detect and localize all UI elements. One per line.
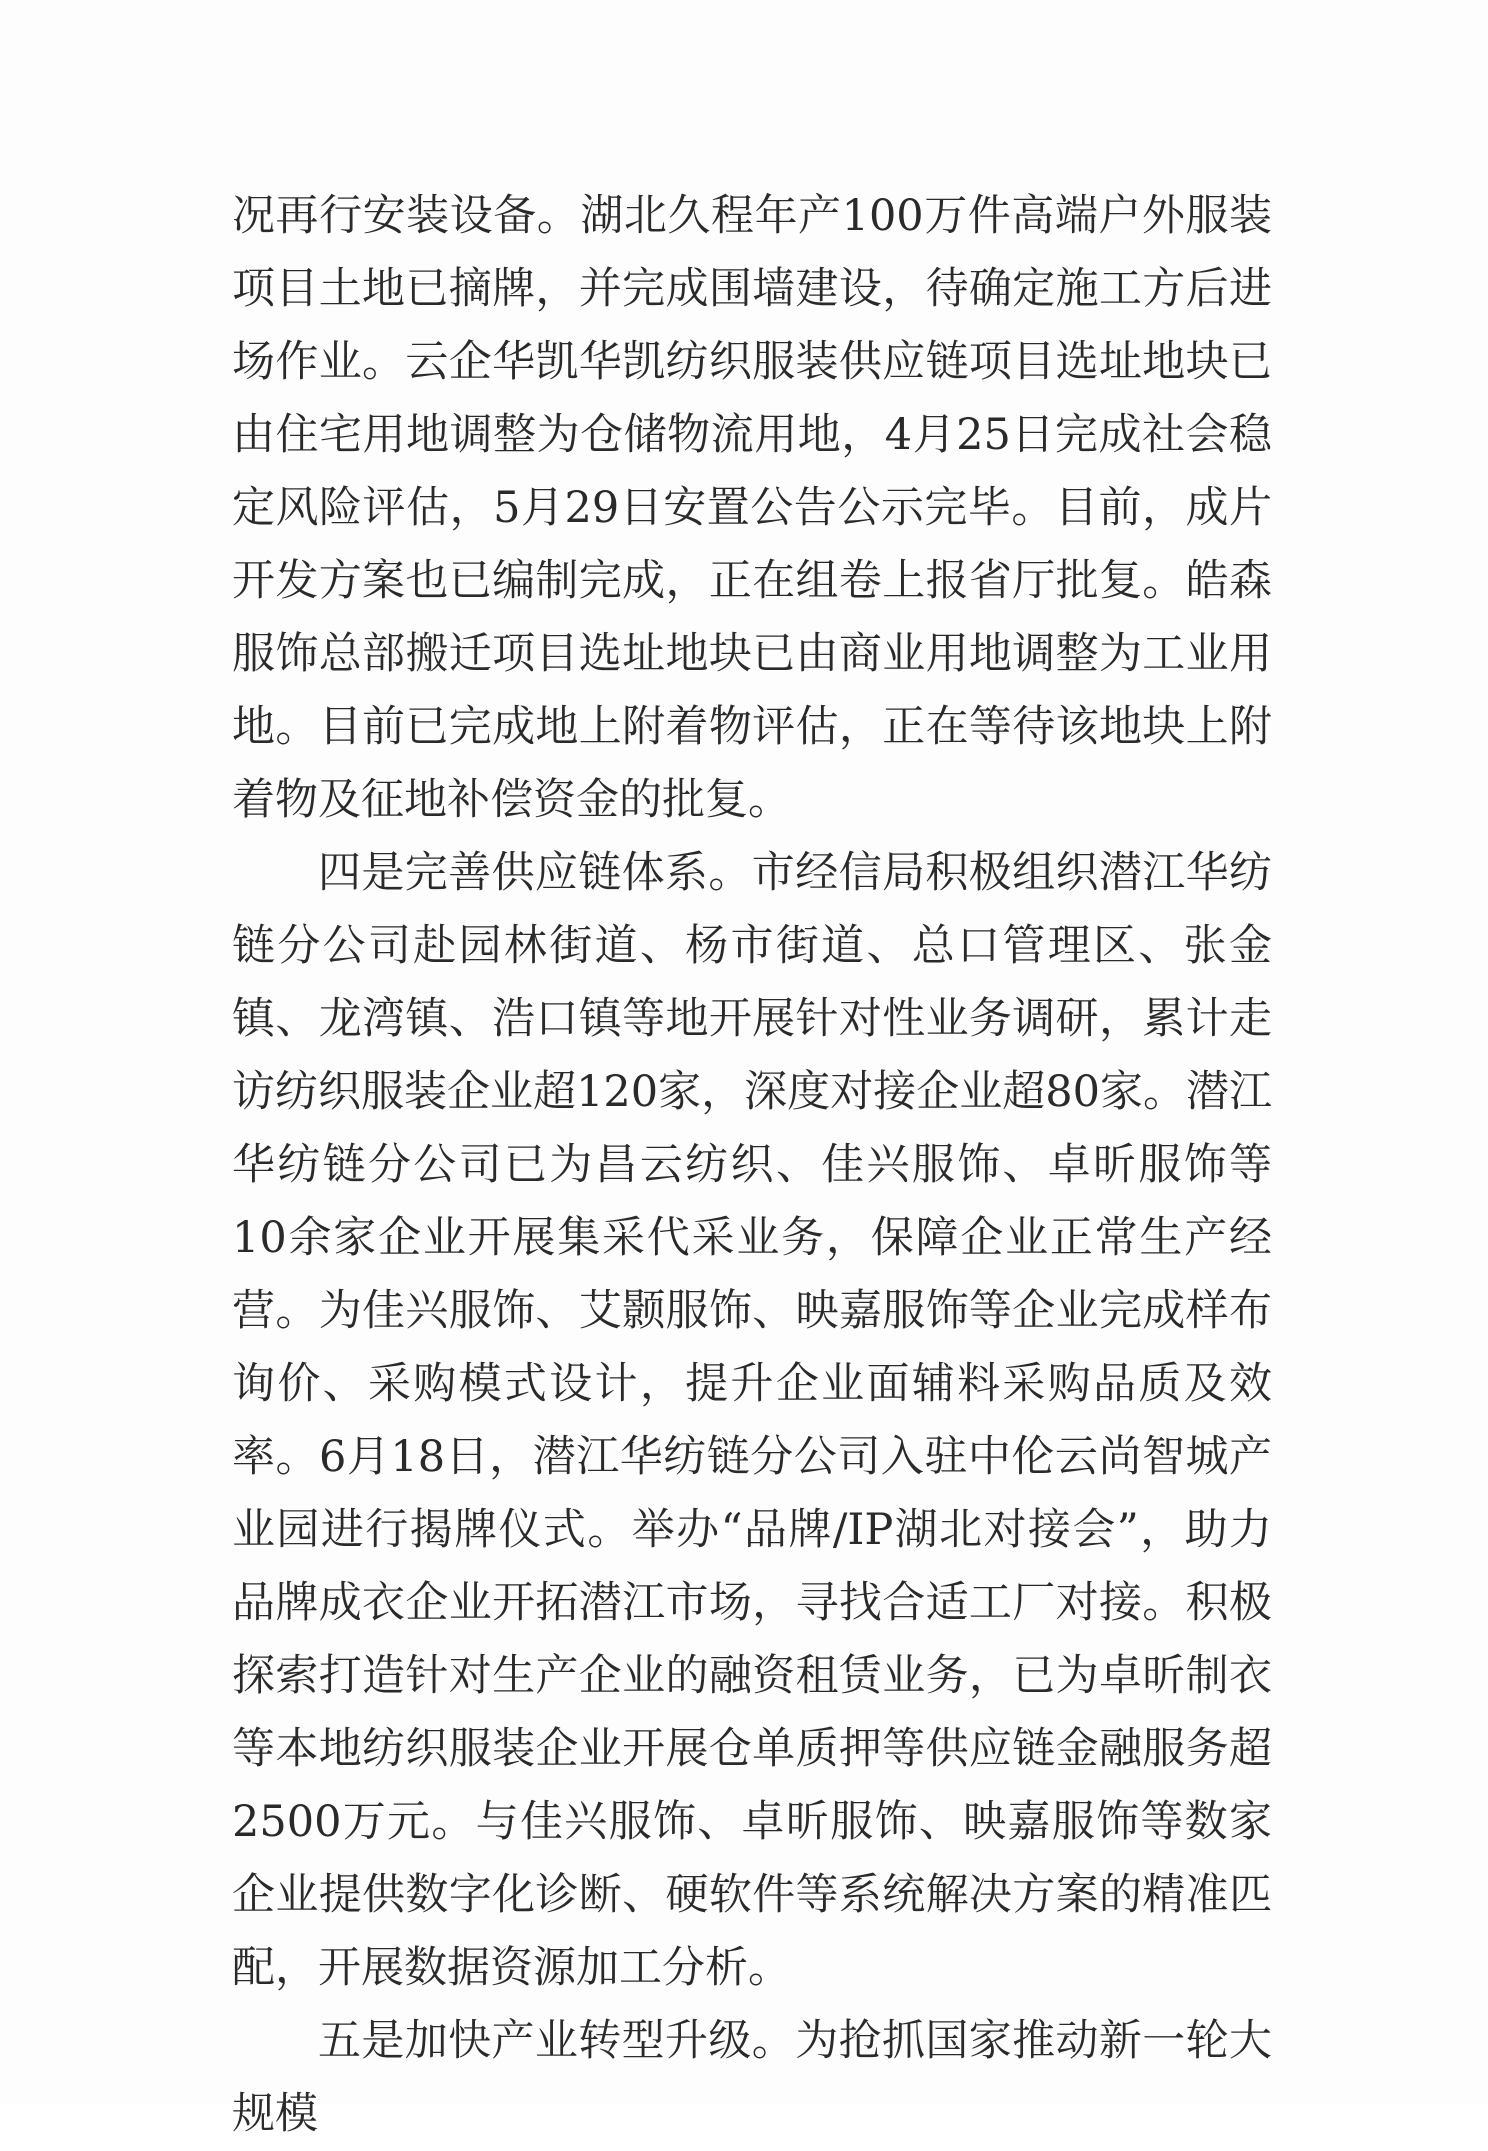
paragraph-continuation: 况再行安装设备。湖北久程年产100万件高端户外服装项目土地已摘牌，并完成围墙建设，待确定施工方后进场作业。云企华凯华凯纺织服装供应链项目选址地块已由住宅用地调整为仓储物流用地，4月25日完成社会稳定风险评估，5月29日安置公告公示完毕。目前，成片开发方案也已编制完成，正在组卷上报省厅批复。皓森服饰总部搬迁项目选址地块已由商业用地调整为工业用地。目前已完成地上附着物评估，正在等待该地块上附着物及征地补偿资金的批复。 xyxy=(232,191,1272,825)
paragraph-supply-chain: 四是完善供应链体系。市经信局积极组织潜江华纺链分公司赴园林街道、杨市街道、总口管理区、张金镇、龙湾镇、浩口镇等地开展针对性业务调研，累计走访纺织服装企业超120家，深度对接企业超80家。潜江华纺链分公司已为昌云纺织、佳兴服饰、卓昕服饰等10余家企业开展集采代采业务，保障企业正常生产经营。为佳兴服饰、艾颢服饰、映嘉服饰等企业完成样布询价、采购模式设计，提升企业面辅料采购品质及效率。6月18日，潜江华纺链分公司入驻中伦云尚智城产业园进行揭牌仪式。举办“品牌/IP湖北对接会”，助力品牌成衣企业开拓潜江市场，寻找合适工厂对接。积极探索打造针对生产企业的融资租赁业务，已为卓昕制衣等本地纺织服装企业开展仓单质押等供应链金融服务超2500万元。与佳兴服饰、卓昕服饰、映嘉服饰等数家企业提供数字化诊断、硬软件等系统解决方案的精准匹配，开展数据资源加工分析。 xyxy=(232,848,1272,1993)
paragraph-industry-upgrade: 五是加快产业转型升级。为抢抓国家推动新一轮大规模 xyxy=(232,2016,1272,2139)
body-text xyxy=(232,180,1272,2151)
